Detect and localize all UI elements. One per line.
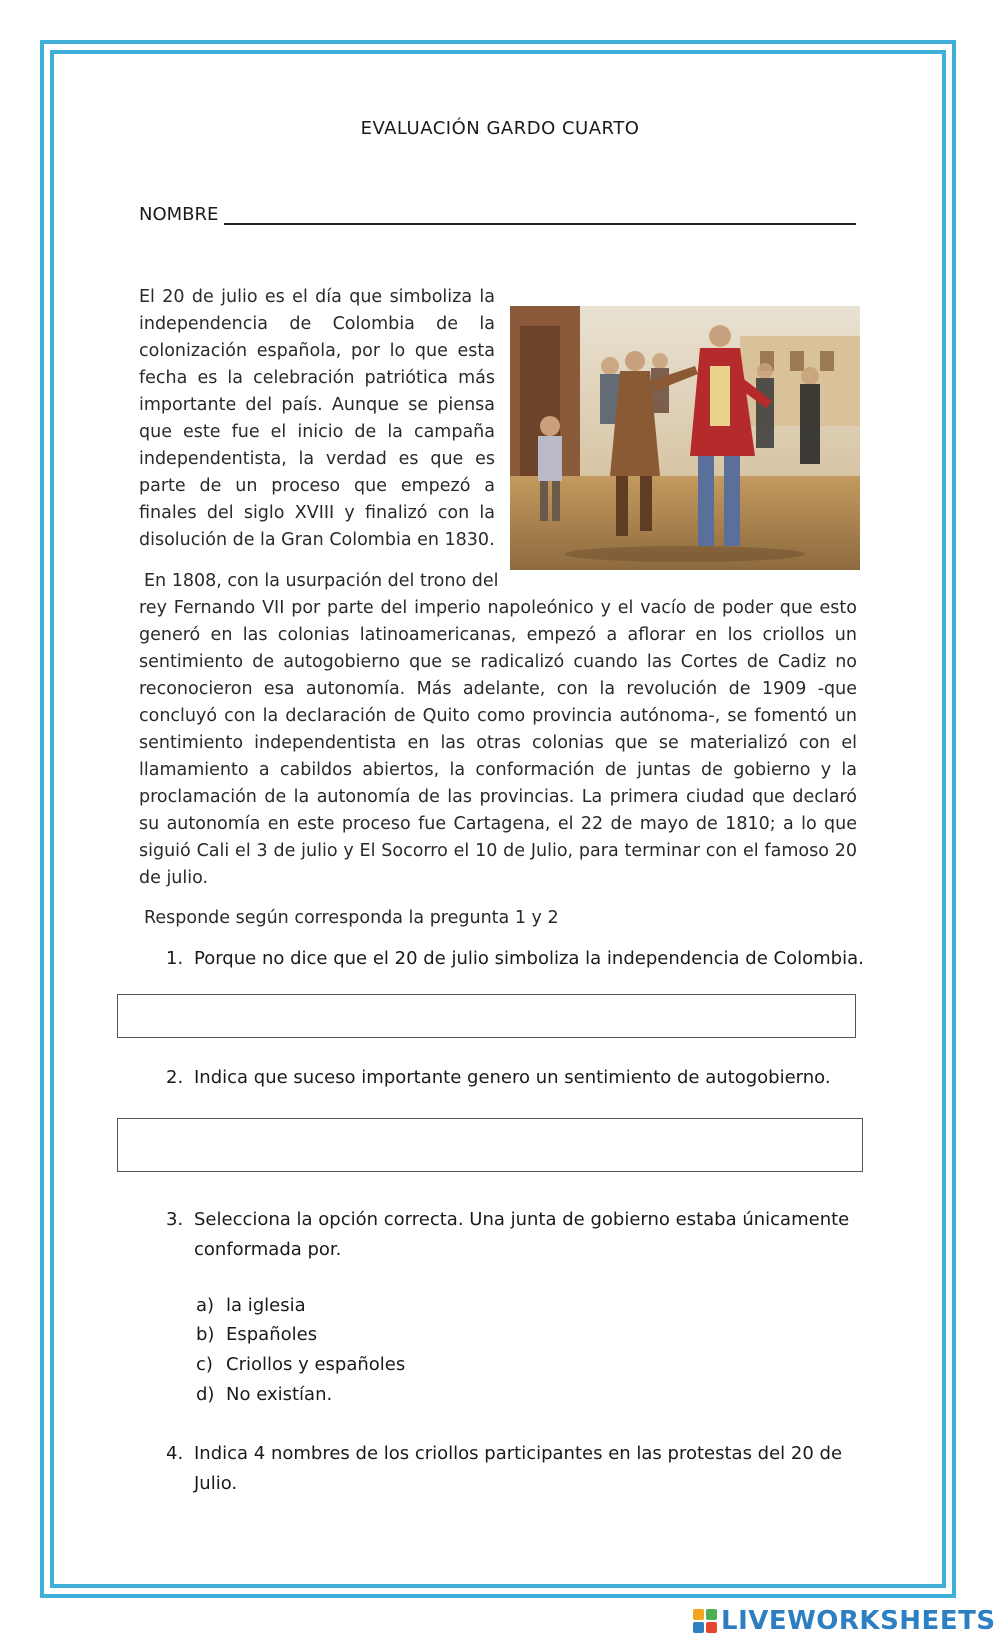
option-c[interactable]: [196, 1350, 405, 1380]
question-1-number: 1.: [166, 948, 184, 969]
question-3-text-line1: Selecciona la opción correcta. Una junta de gobierno estaba únicamente: [194, 1209, 850, 1230]
option-b-text: Españoles: [226, 1324, 318, 1345]
question-1: [166, 944, 866, 974]
liveworksheets-logo: [693, 1604, 996, 1638]
option-c-text: Criollos y españoles: [226, 1354, 406, 1375]
option-a-letter: a): [196, 1295, 215, 1316]
question-3-number: 3.: [166, 1209, 184, 1230]
question-2-text: Indica que suceso importante genero un sentimiento de autogobierno.: [194, 1067, 831, 1088]
name-label: NOMBRE: [139, 204, 219, 225]
question-2: [166, 1063, 866, 1093]
question-4-text-line1: Indica 4 nombres de los criollos participantes en las protestas del 20 de: [194, 1443, 843, 1464]
logo-text: LIVEWORKSHEETS: [721, 1606, 996, 1636]
worksheet-title: EVALUACIÓN GARDO CUARTO: [360, 118, 640, 139]
question-4: [166, 1439, 866, 1499]
paragraph-1: El 20 de julio es el día que simboliza la independencia de Colombia de la colonización española, por lo que esta fecha es la celebración patriótica más importante del país. Aunque se piensa que este fue el inicio de la campaña independentista, la verdad es que es parte de un proceso que empezó a finales del siglo XVIII y finalizó con la disolución de la Gran Colombia en 1830.: [139, 287, 495, 550]
instruction-text: Responde según corresponda la pregunta 1 y 2: [144, 908, 559, 928]
question-2-number: 2.: [166, 1067, 184, 1088]
name-blank-line[interactable]: [224, 203, 856, 225]
question-3-text-line2: conformada por.: [194, 1239, 342, 1260]
paragraph-2: rey Fernando VII por parte del imperio napoleónico y el vacío de poder que esto generó en las colonias latinoamericanas, empezó a aflorar en los criollos un sentimiento de autogobierno que se radicalizó cuando las Cortes de Cadiz no reconocieron esa autonomía. Más adelante, con la revolución de 1909 -que concluyó con la declaración de Quito como provincia autónoma-, se fomentó un sentimiento independentista en las otras colonias que se materializó con el llamamiento a cabildos abiertos, la conformación de juntas de gobierno y la proclamación de la autonomía de las provincias. La primera ciudad que declaró su autonomía en este proceso fue Cartagena, el 22 de mayo de 1810; a lo que siguió Cali el 3 de julio y El Socorro el 10 de Julio, para terminar con el famoso 20 de julio.: [139, 598, 857, 888]
option-d[interactable]: [196, 1380, 332, 1410]
question-4-text-line2: Julio.: [194, 1473, 238, 1494]
answer-box-1[interactable]: [117, 994, 856, 1038]
answer-box-2[interactable]: [117, 1118, 863, 1172]
option-a-text: la iglesia: [226, 1295, 306, 1316]
historical-illustration: [510, 306, 860, 570]
option-a[interactable]: [196, 1291, 306, 1321]
option-b-letter: b): [196, 1324, 215, 1345]
liveworksheets-logo-icon: [693, 1609, 717, 1633]
question-3: [166, 1205, 866, 1265]
paragraph-2-first-line: En 1808, con la usurpación del trono del: [144, 571, 499, 591]
option-b[interactable]: [196, 1320, 317, 1350]
name-row: [139, 203, 856, 225]
option-d-text: No existían.: [226, 1384, 333, 1405]
question-4-number: 4.: [166, 1443, 184, 1464]
question-1-text: Porque no dice que el 20 de julio simboliza la independencia de Colombia.: [194, 948, 864, 969]
option-c-letter: c): [196, 1354, 213, 1375]
option-d-letter: d): [196, 1384, 215, 1405]
